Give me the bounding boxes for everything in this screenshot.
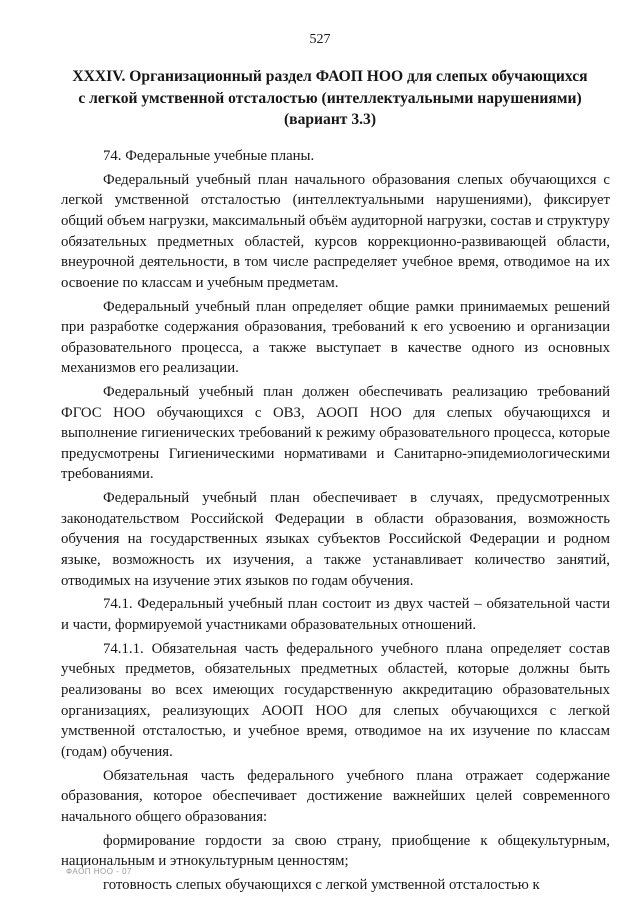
section-heading xyxy=(60,66,600,131)
section-heading-line: с легкой умственной отсталостью (интеллектуальными нарушениями) xyxy=(78,89,582,107)
footer-document-mark: ФАОП НОО - 07 xyxy=(66,867,132,876)
page-number: 527 xyxy=(309,32,331,47)
list-paragraph: готовность слепых обучающихся с легкой умственной отсталостью к xyxy=(103,876,540,893)
paragraph: Обязательная часть федерального учебного плана отражает содержание образования, которое обеспечивает достижение важнейших целей современного начального общего образования: xyxy=(61,767,610,825)
list-paragraph: формирование гордости за свою страну, приобщение к общекультурным, национальным и этнокультурным ценностям; xyxy=(61,832,610,870)
paragraph: Федеральный учебный план определяет общие рамки принимаемых решений при разработке содержания образования, требований к его усвоению и организации образовательного процесса, а также выступает в качестве одного из основных механизмов его реализации. xyxy=(61,298,610,377)
paragraph: Федеральный учебный план должен обеспечивать реализацию требований ФГОС НОО обучающихся с ОВЗ, АООП НОО для слепых обучающихся и выполнение гигиенических требований к режиму образовательного процесса, которые предусмотрены Гигиеническими нормативами и Санитарно-эпидемиологическими требованиями. xyxy=(61,384,610,483)
paragraph-item-74-1-1: 74.1.1. Обязательная часть федерального учебного плана определяет состав учебных предметов, обязательных предметных областей, которые должны быть реализованы во всех имеющих государственную аккредитацию образовательных организациях, реализующих АООП НОО для слепых обучающихся с легкой умственной отсталостью, и учебное время, отводимое на их изучение по классам (годам) обучения. xyxy=(61,640,610,760)
paragraph: Федеральный учебный план начального образования слепых обучающихся с легкой умственной отсталостью (интеллектуальными нарушениями), фиксирует общий объем нагрузки, максимальный объём аудиторной нагрузки, состав и структуру обязательных предметных областей, курсов коррекционно-развивающей области, внеурочной деятельности, в том числе распределяет учебное время, отводимое на их освоение по классам и учебным предметам. xyxy=(61,171,610,291)
paragraph-item-74: 74. Федеральные учебные планы. xyxy=(103,148,315,164)
section-heading-line: (вариант 3.3) xyxy=(283,111,377,128)
paragraph: Федеральный учебный план обеспечивает в случаях, предусмотренных законодательством Российской Федерации в области образования, возможность обучения на государственных языках субъектов Российской Федерации и родном языке, возможность их изучения, а также устанавливает количество занятий, отводимых на изучение этих языков по годам обучения. xyxy=(61,490,610,589)
paragraph-item-74-1: 74.1. Федеральный учебный план состоит из двух частей – обязательной части и части, формируемой участниками образовательных отношений. xyxy=(61,596,610,633)
document-body xyxy=(61,146,610,895)
section-heading-line: XXXIV. Организационный раздел ФАОП НОО для слепых обучающихся xyxy=(72,68,588,85)
